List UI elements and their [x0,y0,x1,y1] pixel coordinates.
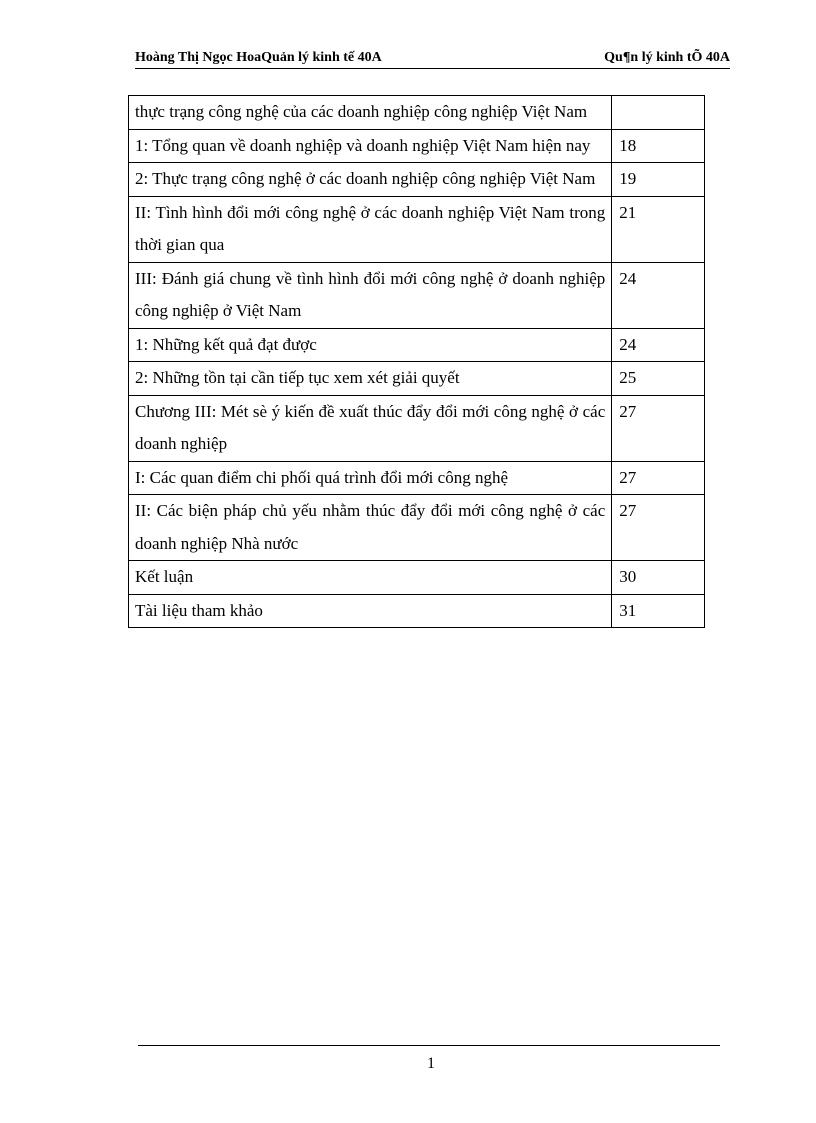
page-number: 1 [427,1055,435,1072]
header-right-text: Qu¶n lý kinh tÕ 40A [604,50,730,65]
table-row [129,328,705,362]
toc-entry-page: 18 [612,129,705,163]
table-row [129,129,705,163]
toc-entry-page: 27 [612,495,705,561]
toc-entry-page: 30 [612,561,705,595]
toc-entry-page: 24 [612,262,705,328]
toc-entry-title: 2: Thực trạng công nghệ ở các doanh nghiệp công nghiệp Việt Nam [129,163,612,197]
toc-entry-title: 1: Những kết quả đạt được [129,328,612,362]
table-row [129,495,705,561]
toc-entry-title: Tài liệu tham khảo [129,594,612,628]
page-header [135,50,730,69]
table-row [129,262,705,328]
toc-entry-page: 24 [612,328,705,362]
header-left-text: Hoàng Thị Ngọc HoaQuản lý kinh tế 40A [135,50,382,65]
footer-divider [138,1045,720,1046]
toc-entry-page: 25 [612,362,705,396]
toc-entry-page: 21 [612,196,705,262]
toc-entry-title: thực trạng công nghệ của các doanh nghiệp công nghiệp Việt Nam [129,96,612,130]
table-row [129,594,705,628]
toc-entry-page: 27 [612,395,705,461]
table-row [129,163,705,197]
toc-entry-title: Kết luận [129,561,612,595]
toc-entry-page [612,96,705,130]
table-row [129,362,705,396]
toc-entry-title: 2: Những tồn tại cần tiếp tục xem xét giải quyết [129,362,612,396]
toc-entry-title: III: Đánh giá chung về tình hình đổi mới công nghệ ở doanh nghiệp công nghiệp ở Việt Nam [129,262,612,328]
toc-entry-title: 1: Tổng quan về doanh nghiệp và doanh nghiệp Việt Nam hiện nay [129,129,612,163]
table-row [129,395,705,461]
toc-entry-page: 27 [612,461,705,495]
table-row [129,561,705,595]
toc-entry-page: 31 [612,594,705,628]
toc-entry-title: Chương III: Mét sè ý kiến đề xuất thúc đẩy đổi mới công nghệ ở các doanh nghiệp [129,395,612,461]
table-row [129,96,705,130]
table-row [129,461,705,495]
toc-entry-title: II: Các biện pháp chủ yếu nhằm thúc đẩy đổi mới công nghệ ở các doanh nghiệp Nhà nước [129,495,612,561]
table-row [129,196,705,262]
toc-entry-title: II: Tình hình đổi mới công nghệ ở các doanh nghiệp Việt Nam trong thời gian qua [129,196,612,262]
toc-entry-page: 19 [612,163,705,197]
table-of-contents [128,95,705,628]
toc-entry-title: I: Các quan điểm chi phối quá trình đổi mới công nghệ [129,461,612,495]
